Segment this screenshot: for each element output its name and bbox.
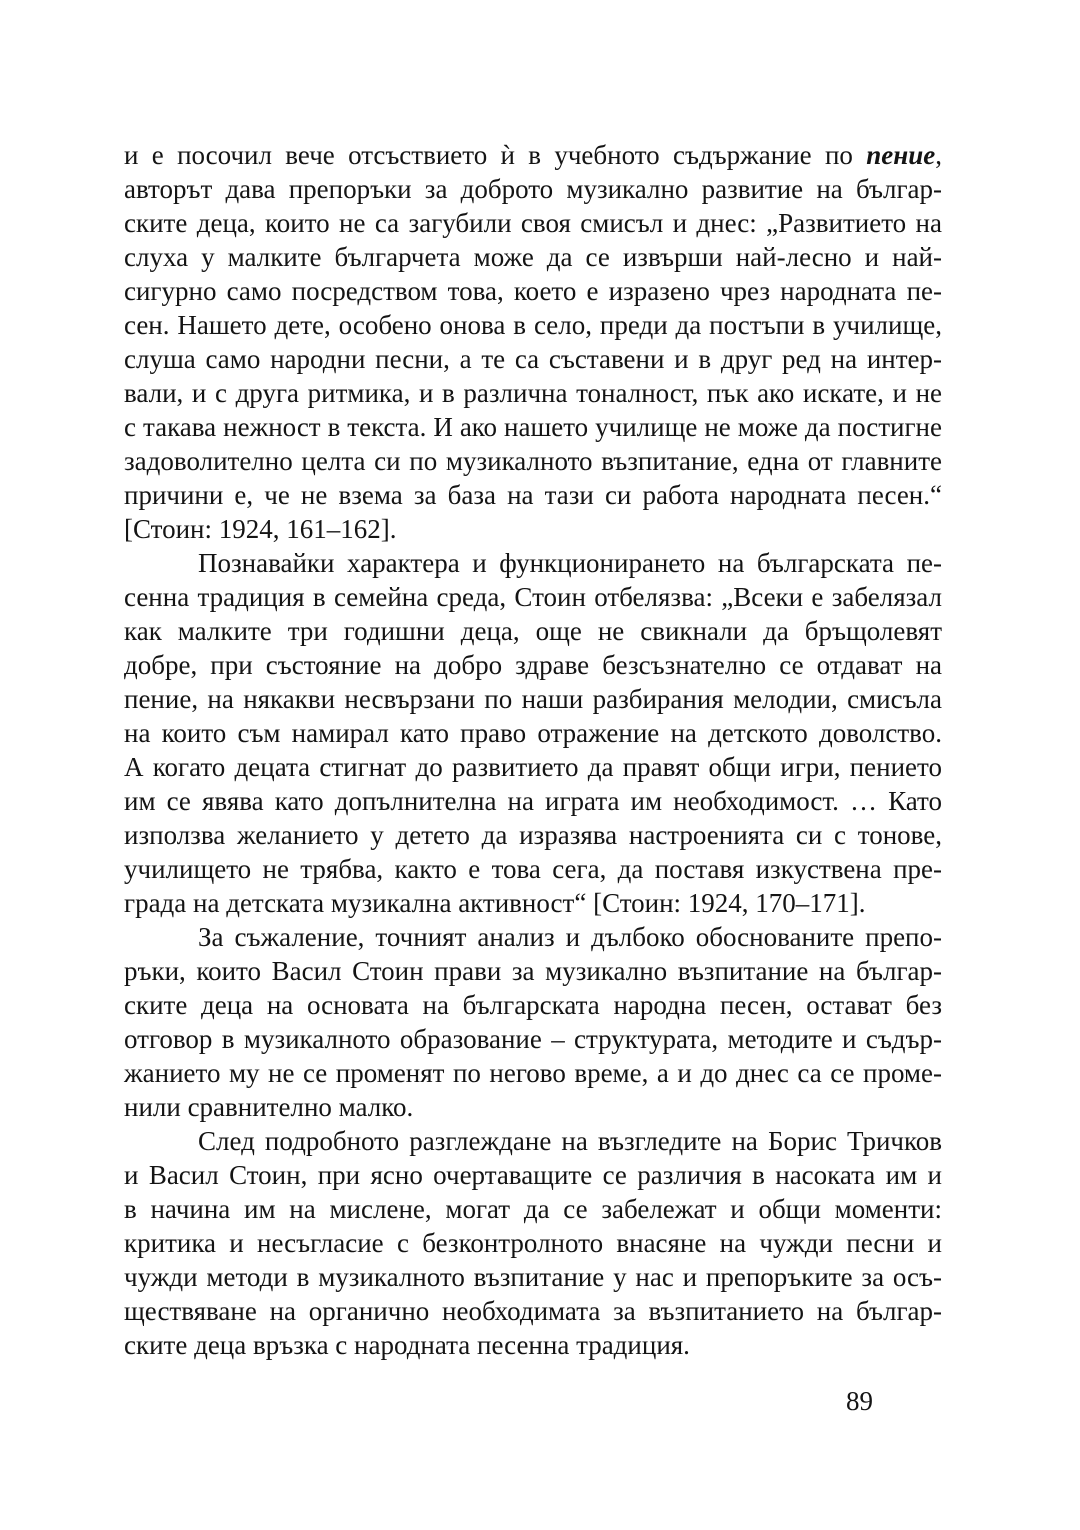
- text-line: пение, на някакви несвързани по наши разбирания мелодии, смисъла: [124, 684, 942, 714]
- text-line: задоволително целта си по музикалното възпитание, една от главните: [124, 446, 942, 476]
- text-line: им се явява като допълнителна на играта им необходимост. … Като: [124, 786, 942, 816]
- text-line: на които съм намирал като право отражение на детското доволство.: [124, 718, 942, 748]
- text-line: училището не трябва, както е това сега, да поставя изкуствена пре-: [124, 854, 942, 884]
- paragraph-3: [124, 920, 942, 1124]
- text-line: А когато децата стигнат до развитието да правят общи игри, пението: [124, 752, 942, 782]
- page-number: 89: [846, 1386, 873, 1416]
- text-line: сенна традиция в семейна среда, Стоин отбелязва: „Всеки е забелязал: [124, 582, 942, 612]
- text-line: използва желанието у детето да изразява настроенията си с тонове,: [124, 820, 942, 850]
- text-line: вали, и с друга ритмика, и в различна тоналност, пък ако искате, и не: [124, 378, 942, 408]
- paragraph-2: [124, 546, 942, 920]
- text-line: ръки, които Васил Стоин прави за музикално възпитание на българ-: [124, 956, 942, 986]
- text-line: За съжаление, точният анализ и дълбоко обоснованите препо-: [198, 922, 942, 952]
- text-line: нили сравнително малко.: [124, 1092, 414, 1122]
- paragraph-1: [124, 138, 942, 546]
- emphasized-word: пение: [866, 140, 936, 170]
- paragraph-4: [124, 1124, 942, 1362]
- text-line: отговор в музикалното образование – структурата, методите и съдър-: [124, 1024, 942, 1054]
- text-line: чужди методи в музикалното възпитание у нас и препоръките за осъ-: [124, 1262, 942, 1292]
- text-line: Познавайки характера и функционирането на българската пе-: [198, 548, 942, 578]
- text-line: ските деца връзка с народната песенна традиция.: [124, 1330, 690, 1360]
- text-line: авторът дава препоръки за доброто музикално развитие на българ-: [124, 174, 942, 204]
- text-line: След подробното разглеждане на възгледите на Борис Тричков: [198, 1126, 942, 1156]
- text-line: сен. Нашето дете, особено онова в село, преди да постъпи в училище,: [124, 310, 942, 340]
- text-line: ските деца на основата на българската народна песен, остават без: [124, 990, 942, 1020]
- text-line: и е посочил вече отсъствието ѝ в учебното съдържание по пение,: [124, 140, 942, 170]
- text-line: добре, при състояние на добро здраве безсъзнателно се отдават на: [124, 650, 942, 680]
- text-line: [Стоин: 1924, 161–162].: [124, 514, 397, 544]
- text-line: как малките три годишни деца, още не свикнали да бръщолевят: [124, 616, 942, 646]
- text-line: слуха у малките българчета може да се извърши най-лесно и най-: [124, 242, 942, 272]
- text-line: града на детската музикална активност“ [Стоин: 1924, 170–171].: [124, 888, 866, 918]
- text-line: с такава нежност в текста. И ако нашето училище не може да постигне: [124, 412, 942, 442]
- text-line: сигурно само посредством това, което е изразено чрез народната пе-: [124, 276, 942, 306]
- text-line: причини е, че не взема за база на тази си работа народната песен.“: [124, 480, 942, 510]
- text-line: критика и несъгласие с безконтролното внасяне на чужди песни и: [124, 1228, 942, 1258]
- text-line: слуша само народни песни, а те са съставени и в друг ред на интер-: [124, 344, 942, 374]
- body-text: [124, 138, 942, 1362]
- text-line: в начина им на мислене, могат да се забележат и общи моменти:: [124, 1194, 942, 1224]
- text-line: ските деца, които не са загубили своя смисъл и днес: „Развитието на: [124, 208, 942, 238]
- text-line: и Васил Стоин, при ясно очертаващите се различия в насоката им и: [124, 1160, 942, 1190]
- text-line: ществяване на органично необходимата за възпитанието на българ-: [124, 1296, 942, 1326]
- text-line: жанието му не се променят по негово време, а и до днес са се проме-: [124, 1058, 942, 1088]
